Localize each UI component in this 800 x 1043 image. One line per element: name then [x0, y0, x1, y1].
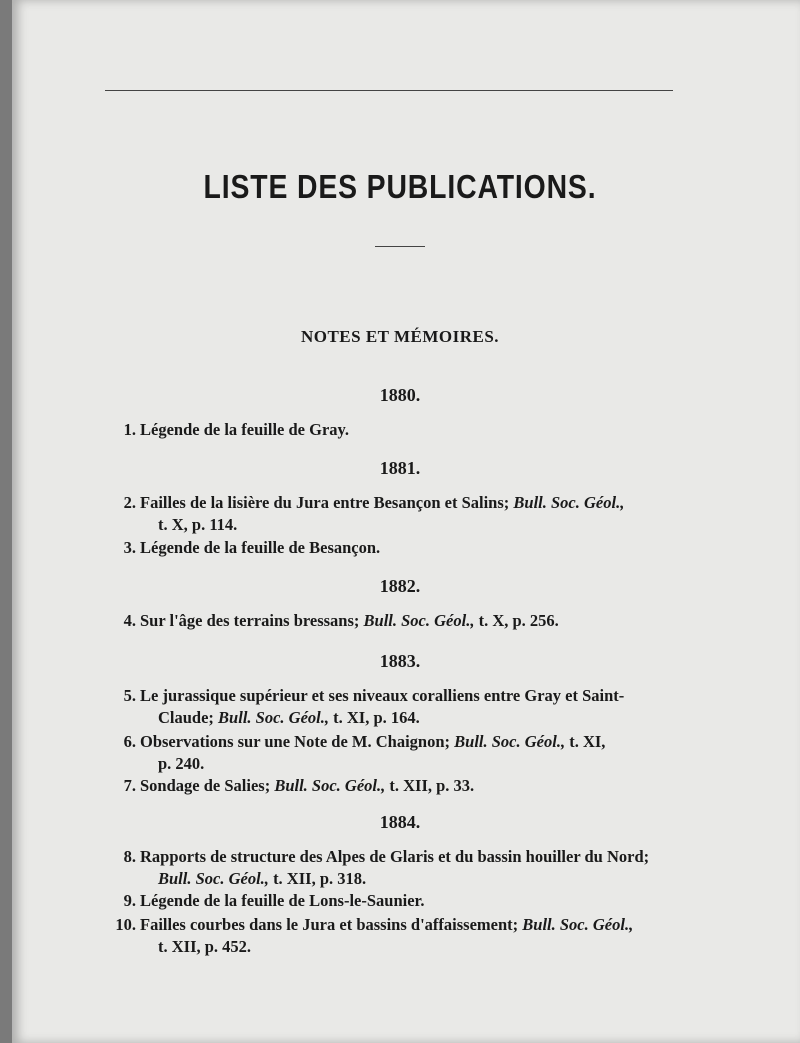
- year-heading: 1881.: [379, 458, 421, 478]
- list-item: [106, 731, 678, 775]
- top-rule: [105, 90, 673, 91]
- year-heading: 1883.: [379, 651, 421, 671]
- entry-tail: t. X, p. 256.: [474, 611, 559, 630]
- title-rule: [375, 246, 425, 247]
- list-item: [106, 685, 678, 729]
- entry-ref: Bull. Soc. Géol.,: [513, 493, 625, 512]
- list-item: [106, 610, 678, 632]
- entry-text: Le jurassique supérieur et ses niveaux coralliens entre Gray et Saint-: [140, 686, 625, 705]
- section-heading: NOTES ET MÉMOIRES.: [300, 327, 500, 346]
- entry-continuation: t. XII, p. 452.: [158, 937, 252, 956]
- entry-text: Rapports de structure des Alpes de Glaris et du bassin houiller du Nord;: [140, 847, 650, 866]
- entry-number: 1.: [123, 420, 136, 439]
- entry-number: 8.: [123, 847, 136, 866]
- entry-ref: Bull. Soc. Géol.,: [522, 915, 634, 934]
- entry-number: 6.: [123, 732, 136, 751]
- list-item: [106, 419, 678, 441]
- list-item: [106, 890, 678, 912]
- year-heading: 1880.: [379, 385, 421, 405]
- entry-ref: Bull. Soc. Géol.,: [158, 869, 269, 888]
- entry-number: 5.: [123, 686, 136, 705]
- entry-number: 7.: [123, 776, 136, 795]
- entry-continuation: p. 240.: [158, 754, 205, 773]
- list-item: [106, 775, 678, 797]
- year-heading: 1882.: [379, 576, 421, 596]
- entry-number: 2.: [123, 493, 136, 512]
- year-heading: 1884.: [379, 812, 421, 832]
- entry-ref: Bull. Soc. Géol.,: [218, 708, 329, 727]
- entry-text: Sondage de Salies;: [140, 776, 275, 795]
- entry-number: 10.: [115, 915, 136, 934]
- entry-text: Légende de la feuille de Gray.: [140, 420, 349, 439]
- entry-tail: t. XII, p. 33.: [385, 776, 475, 795]
- entry-number: 4.: [123, 611, 136, 630]
- entry-tail: t. XII, p. 318.: [268, 869, 367, 888]
- entry-text: Failles de la lisière du Jura entre Besançon et Salins;: [140, 493, 514, 512]
- entry-number: 3.: [123, 538, 136, 557]
- page-title: LISTE DES PUBLICATIONS.: [203, 168, 597, 205]
- entry-tail: t. XI, p. 164.: [328, 708, 420, 727]
- entry-continuation: [106, 868, 678, 890]
- list-item: [106, 492, 678, 536]
- entry-ref: Bull. Soc. Géol.,: [274, 776, 386, 795]
- entry-text: Sur l'âge des terrains bressans;: [140, 611, 364, 630]
- entry-text: Observations sur une Note de M. Chaignon;: [140, 732, 455, 751]
- entry-text: Légende de la feuille de Besançon.: [140, 538, 381, 557]
- entry-tail: t. XI,: [565, 732, 606, 751]
- entry-number: 9.: [123, 891, 136, 910]
- entry-continuation: t. X, p. 114.: [158, 515, 238, 534]
- entry-continuation-lead: Claude;: [158, 708, 219, 727]
- entry-text: Légende de la feuille de Lons-le-Saunier.: [140, 891, 425, 910]
- entry-text: Failles courbes dans le Jura et bassins d'affaissement;: [140, 915, 523, 934]
- entry-ref: Bull. Soc. Géol.,: [363, 611, 475, 630]
- entry-ref: Bull. Soc. Géol.,: [454, 732, 566, 751]
- list-item: [106, 914, 678, 958]
- list-item: [106, 537, 678, 559]
- entry-continuation: [106, 707, 678, 729]
- list-item: [106, 846, 678, 890]
